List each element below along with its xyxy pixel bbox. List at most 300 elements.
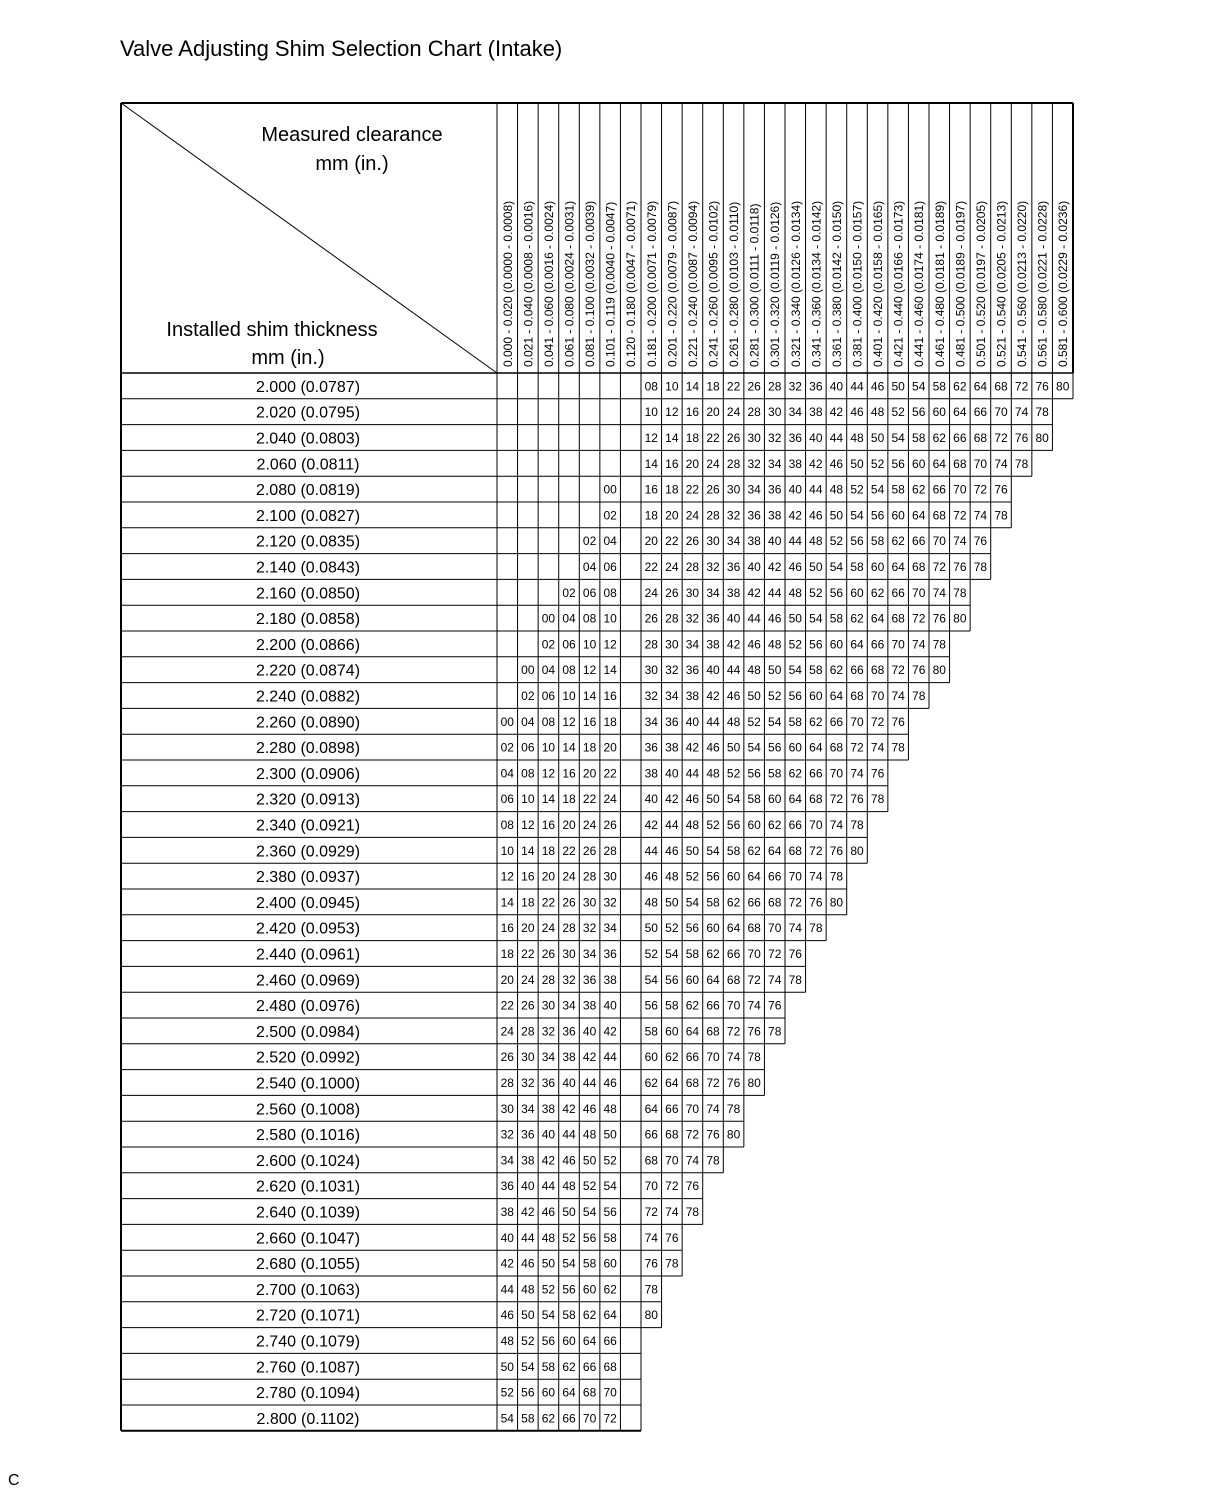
shim-number-cell: 78 <box>973 560 988 574</box>
row-label-shim-thickness: 2.220 (0.0874) <box>255 662 361 680</box>
shim-number-cell: 32 <box>603 895 617 910</box>
column-header-label: 0.381 - 0.400 (0.0150 - 0.0157) <box>850 200 865 367</box>
shim-number-cell: 44 <box>665 818 679 832</box>
shim-number-cell: 22 <box>665 534 679 549</box>
shim-number-cell: 46 <box>562 1153 576 1168</box>
shim-number-cell: 48 <box>726 714 741 729</box>
shim-number-cell: 52 <box>582 1179 597 1194</box>
shim-number-cell: 68 <box>768 895 782 910</box>
shim-number-cell: 62 <box>747 843 761 858</box>
shim-number-cell: 20 <box>644 534 658 549</box>
row-label-shim-thickness: 2.360 (0.0929) <box>255 843 361 861</box>
shim-number-cell: 76 <box>788 947 802 961</box>
shim-number-cell: 00 <box>603 482 617 497</box>
shim-number-cell: 16 <box>665 456 679 471</box>
shim-number-cell: 48 <box>665 869 679 884</box>
shim-number-cell: 46 <box>500 1308 514 1323</box>
shim-number-cell: 06 <box>541 689 556 703</box>
shim-number-cell: 28 <box>726 456 741 471</box>
shim-number-cell: 28 <box>644 637 658 652</box>
shim-number-cell: 26 <box>603 818 617 832</box>
shim-number-cell: 76 <box>747 1024 761 1039</box>
shim-number-cell: 46 <box>706 740 720 755</box>
shim-number-cell: 64 <box>912 508 926 523</box>
shim-number-cell: 44 <box>726 663 741 678</box>
shim-number-cell: 50 <box>685 843 700 858</box>
shim-number-cell: 52 <box>706 818 720 832</box>
shim-number-cell: 68 <box>850 689 864 703</box>
shim-number-cell: 34 <box>685 637 700 652</box>
shim-number-cell: 62 <box>665 1050 679 1065</box>
shim-number-cell: 52 <box>500 1385 514 1400</box>
shim-number-cell: 42 <box>603 1024 617 1039</box>
shim-number-cell: 36 <box>768 482 782 497</box>
shim-number-cell: 50 <box>726 740 741 755</box>
shim-number-cell: 70 <box>850 714 864 729</box>
shim-number-cell: 64 <box>685 1024 700 1039</box>
column-header-label: 0.101 - 0.119 (0.0040 - 0.0047) <box>603 201 618 367</box>
shim-number-cell: 30 <box>582 895 597 910</box>
shim-number-cell: 42 <box>706 689 720 703</box>
shim-number-cell: 62 <box>788 766 802 781</box>
shim-number-cell: 24 <box>706 456 720 471</box>
shim-number-cell: 14 <box>541 792 556 807</box>
shim-number-cell: 60 <box>891 508 905 523</box>
shim-number-cell: 76 <box>706 1127 720 1142</box>
shim-number-cell: 34 <box>521 1101 535 1116</box>
row-label-shim-thickness: 2.420 (0.0953) <box>255 920 361 938</box>
shim-number-cell: 74 <box>809 869 823 884</box>
shim-number-cell: 64 <box>726 921 741 936</box>
shim-number-cell: 30 <box>521 1050 535 1065</box>
shim-number-cell: 18 <box>521 895 535 910</box>
column-header-label: 0.281 - 0.300 (0.0111 - 0.0118) <box>747 203 762 367</box>
shim-number-cell: 32 <box>521 1076 535 1090</box>
shim-number-cell: 30 <box>747 431 761 445</box>
shim-number-cell: 54 <box>850 508 864 523</box>
shim-number-cell: 40 <box>603 998 617 1013</box>
shim-number-cell: 70 <box>891 637 905 652</box>
shim-number-cell: 66 <box>644 1127 658 1142</box>
shim-number-cell: 70 <box>973 456 988 471</box>
shim-number-cell: 58 <box>747 792 761 807</box>
shim-number-cell: 50 <box>706 792 720 807</box>
shim-number-cell: 34 <box>747 482 761 497</box>
row-label-shim-thickness: 2.460 (0.0969) <box>255 972 361 990</box>
shim-number-cell: 66 <box>726 947 741 961</box>
shim-number-cell: 60 <box>768 792 782 807</box>
shim-number-cell: 62 <box>809 714 823 729</box>
shim-number-cell: 12 <box>562 714 576 729</box>
shim-number-cell: 62 <box>603 1282 617 1297</box>
shim-number-cell: 76 <box>665 1230 679 1245</box>
shim-number-cell: 12 <box>582 663 597 678</box>
shim-number-cell: 50 <box>788 611 802 626</box>
shim-number-cell: 74 <box>726 1050 741 1065</box>
shim-number-cell: 40 <box>582 1024 597 1039</box>
shim-number-cell: 28 <box>706 508 720 523</box>
shim-number-cell: 28 <box>665 611 679 626</box>
shim-number-cell: 52 <box>747 714 761 729</box>
installed-shim-unit: mm (in.) <box>251 347 325 369</box>
shim-number-cell: 68 <box>665 1127 679 1142</box>
shim-number-cell: 42 <box>809 456 823 471</box>
row-label-shim-thickness: 2.240 (0.0882) <box>255 688 361 706</box>
column-header-label: 0.061 - 0.080 (0.0024 - 0.0031) <box>562 200 577 367</box>
shim-number-cell: 66 <box>768 869 782 884</box>
shim-number-cell: 56 <box>912 405 926 420</box>
shim-number-cell: 44 <box>747 611 761 626</box>
shim-number-cell: 22 <box>582 792 597 807</box>
shim-number-cell: 46 <box>685 792 700 807</box>
shim-number-cell: 36 <box>747 508 761 523</box>
shim-number-cell: 74 <box>891 689 905 703</box>
shim-number-cell: 10 <box>562 689 576 703</box>
shim-number-cell: 66 <box>747 895 761 910</box>
shim-number-cell: 80 <box>953 611 967 626</box>
shim-number-cell: 48 <box>747 663 761 678</box>
shim-number-cell: 68 <box>953 456 967 471</box>
shim-number-cell: 74 <box>973 508 988 523</box>
shim-number-cell: 38 <box>768 508 782 523</box>
shim-number-cell: 54 <box>685 895 700 910</box>
shim-number-cell: 58 <box>603 1230 617 1245</box>
shim-number-cell: 08 <box>562 663 576 678</box>
shim-number-cell: 70 <box>953 482 967 497</box>
column-header-label: 0.501 - 0.520 (0.0197 - 0.0205) <box>973 200 988 367</box>
shim-number-cell: 24 <box>644 585 658 600</box>
shim-number-cell: 76 <box>809 895 823 910</box>
shim-number-cell: 34 <box>603 921 617 936</box>
shim-number-cell: 24 <box>521 972 535 987</box>
shim-number-cell: 10 <box>500 843 514 858</box>
shim-number-cell: 40 <box>706 663 720 678</box>
shim-number-cell: 70 <box>726 998 741 1013</box>
shim-number-cell: 54 <box>562 1256 576 1271</box>
row-label-shim-thickness: 2.780 (0.1094) <box>255 1385 361 1403</box>
shim-number-cell: 54 <box>829 560 844 574</box>
shim-number-cell: 62 <box>953 379 967 394</box>
shim-number-cell: 18 <box>500 947 514 961</box>
shim-number-cell: 76 <box>726 1076 741 1090</box>
shim-number-cell: 28 <box>747 405 761 420</box>
shim-number-cell: 36 <box>726 560 741 574</box>
shim-number-cell: 54 <box>870 482 885 497</box>
shim-number-cell: 24 <box>685 508 700 523</box>
shim-number-cell: 52 <box>521 1334 535 1348</box>
shim-number-cell: 44 <box>829 431 844 445</box>
column-header-label: 0.521 - 0.540 (0.0205 - 0.0213) <box>994 200 1009 367</box>
shim-number-cell: 22 <box>562 843 576 858</box>
shim-number-cell: 66 <box>603 1334 617 1348</box>
shim-number-cell: 34 <box>768 456 782 471</box>
shim-number-cell: 52 <box>603 1153 617 1168</box>
shim-number-cell: 54 <box>912 379 926 394</box>
shim-number-cell: 78 <box>891 740 905 755</box>
shim-number-cell: 70 <box>685 1101 700 1116</box>
shim-number-cell: 20 <box>665 508 679 523</box>
shim-number-cell: 48 <box>582 1127 597 1142</box>
column-header-label: 0.461 - 0.480 (0.0181 - 0.0189) <box>932 200 947 367</box>
shim-number-cell: 54 <box>726 792 741 807</box>
shim-number-cell: 74 <box>850 766 864 781</box>
row-label-shim-thickness: 2.040 (0.0803) <box>255 430 361 448</box>
shim-number-cell: 32 <box>500 1127 514 1142</box>
shim-number-cell: 66 <box>829 714 844 729</box>
shim-number-cell: 74 <box>912 637 926 652</box>
measured-clearance-unit: mm (in.) <box>315 153 389 175</box>
shim-number-cell: 42 <box>726 637 741 652</box>
row-label-shim-thickness: 2.520 (0.0992) <box>255 1049 361 1067</box>
shim-number-cell: 60 <box>582 1282 597 1297</box>
shim-number-cell: 68 <box>644 1153 658 1168</box>
column-header-label: 0.241 - 0.260 (0.0095 - 0.0102) <box>706 200 721 367</box>
shim-number-cell: 72 <box>850 740 864 755</box>
shim-number-cell: 68 <box>870 663 885 678</box>
shim-number-cell: 74 <box>953 534 967 549</box>
shim-number-cell: 70 <box>665 1153 679 1168</box>
shim-number-cell: 36 <box>706 611 720 626</box>
shim-number-cell: 58 <box>850 560 864 574</box>
shim-number-cell: 78 <box>829 869 844 884</box>
shim-number-cell: 50 <box>500 1359 514 1374</box>
shim-number-cell: 52 <box>562 1230 576 1245</box>
row-label-shim-thickness: 2.600 (0.1024) <box>255 1152 361 1170</box>
shim-number-cell: 76 <box>994 482 1008 497</box>
shim-number-cell: 38 <box>644 766 658 781</box>
shim-number-cell: 56 <box>870 508 885 523</box>
shim-number-cell: 74 <box>829 818 844 832</box>
column-header-label: 0.201 - 0.220 (0.0079 - 0.0087) <box>665 200 680 367</box>
shim-number-cell: 50 <box>582 1153 597 1168</box>
row-label-shim-thickness: 2.620 (0.1031) <box>255 1178 361 1196</box>
shim-number-cell: 20 <box>500 972 514 987</box>
shim-number-cell: 56 <box>747 766 761 781</box>
column-header-label: 0.321 - 0.340 (0.0126 - 0.0134) <box>788 200 803 367</box>
shim-number-cell: 60 <box>706 921 720 936</box>
shim-number-cell: 06 <box>500 792 514 807</box>
shim-number-cell: 76 <box>850 792 864 807</box>
shim-number-cell: 26 <box>582 843 597 858</box>
shim-number-cell: 54 <box>706 843 720 858</box>
shim-number-cell: 56 <box>891 456 905 471</box>
row-label-shim-thickness: 2.100 (0.0827) <box>255 507 361 525</box>
shim-number-cell: 42 <box>685 740 700 755</box>
shim-number-cell: 26 <box>500 1050 514 1065</box>
shim-number-cell: 78 <box>665 1256 679 1271</box>
shim-number-cell: 78 <box>953 585 967 600</box>
shim-number-cell: 70 <box>768 921 782 936</box>
shim-number-cell: 64 <box>706 972 720 987</box>
shim-number-cell: 64 <box>644 1101 658 1116</box>
shim-number-cell: 74 <box>747 998 761 1013</box>
column-header-label: 0.561 - 0.580 (0.0221 - 0.0228) <box>1035 200 1050 367</box>
shim-number-cell: 72 <box>747 972 761 987</box>
shim-number-cell: 42 <box>582 1050 597 1065</box>
shim-number-cell: 22 <box>541 895 556 910</box>
column-header-label: 0.041 - 0.060 (0.0016 - 0.0024) <box>541 200 556 367</box>
shim-number-cell: 46 <box>665 843 679 858</box>
shim-number-cell: 40 <box>809 431 823 445</box>
shim-number-cell: 66 <box>891 585 905 600</box>
shim-number-cell: 44 <box>521 1230 535 1245</box>
shim-number-cell: 28 <box>500 1076 514 1090</box>
shim-number-cell: 48 <box>603 1101 617 1116</box>
row-label-shim-thickness: 2.660 (0.1047) <box>255 1230 361 1248</box>
shim-number-cell: 56 <box>726 818 741 832</box>
shim-number-cell: 72 <box>891 663 905 678</box>
shim-number-cell: 72 <box>665 1179 679 1194</box>
shim-number-cell: 30 <box>685 585 700 600</box>
row-label-shim-thickness: 2.400 (0.0945) <box>255 894 361 912</box>
shim-number-cell: 60 <box>932 405 946 420</box>
shim-number-cell: 56 <box>665 972 679 987</box>
shim-number-cell: 62 <box>891 534 905 549</box>
shim-number-cell: 66 <box>665 1101 679 1116</box>
shim-number-cell: 46 <box>768 611 782 626</box>
shim-number-cell: 62 <box>582 1308 597 1323</box>
shim-number-cell: 04 <box>500 766 514 781</box>
shim-number-cell: 52 <box>665 921 679 936</box>
shim-number-cell: 36 <box>500 1179 514 1194</box>
shim-number-cell: 40 <box>644 792 658 807</box>
shim-number-cell: 46 <box>541 1205 556 1219</box>
shim-number-cell: 70 <box>912 585 926 600</box>
shim-number-cell: 44 <box>685 766 700 781</box>
shim-number-cell: 14 <box>562 740 576 755</box>
shim-number-cell: 08 <box>582 611 597 626</box>
shim-number-cell: 18 <box>562 792 576 807</box>
shim-number-cell: 42 <box>747 585 761 600</box>
shim-number-cell: 72 <box>603 1411 617 1426</box>
shim-number-cell: 58 <box>870 534 885 549</box>
shim-number-cell: 78 <box>685 1205 700 1219</box>
shim-number-cell: 54 <box>768 714 782 729</box>
column-header-label: 0.421 - 0.440 (0.0166 - 0.0173) <box>891 200 906 367</box>
shim-number-cell: 24 <box>665 560 679 574</box>
shim-number-cell: 46 <box>829 456 844 471</box>
shim-number-cell: 28 <box>562 921 576 936</box>
shim-number-cell: 38 <box>726 585 741 600</box>
shim-number-cell: 60 <box>685 972 700 987</box>
shim-number-cell: 42 <box>521 1205 535 1219</box>
shim-number-cell: 56 <box>521 1385 535 1400</box>
shim-number-cell: 42 <box>541 1153 556 1168</box>
shim-number-cell: 50 <box>829 508 844 523</box>
shim-number-cell: 40 <box>726 611 741 626</box>
shim-number-cell: 18 <box>665 482 679 497</box>
shim-number-cell: 54 <box>788 663 802 678</box>
shim-number-cell: 72 <box>644 1205 658 1219</box>
row-label-shim-thickness: 2.700 (0.1063) <box>255 1281 361 1299</box>
shim-number-cell: 36 <box>582 972 597 987</box>
shim-number-cell: 44 <box>850 379 864 394</box>
row-label-shim-thickness: 2.140 (0.0843) <box>255 559 361 577</box>
shim-number-cell: 12 <box>603 637 617 652</box>
shim-number-cell: 12 <box>541 766 556 781</box>
shim-number-cell: 66 <box>932 482 946 497</box>
row-label-shim-thickness: 2.120 (0.0835) <box>255 533 361 551</box>
shim-number-cell: 38 <box>706 637 720 652</box>
row-labels <box>256 379 360 1428</box>
shim-number-cell: 78 <box>1035 405 1049 420</box>
shim-number-cell: 10 <box>603 611 617 626</box>
row-label-shim-thickness: 2.340 (0.0921) <box>255 817 361 835</box>
shim-number-cell: 04 <box>562 611 576 626</box>
shim-number-cell: 40 <box>685 714 700 729</box>
column-header-label: 0.120 - 0.180 (0.0047 - 0.0071) <box>624 200 639 367</box>
shim-number-cell: 50 <box>891 379 905 394</box>
row-label-shim-thickness: 2.500 (0.0984) <box>255 1023 361 1041</box>
shim-number-cell: 10 <box>521 792 535 807</box>
shim-number-cell: 36 <box>562 1024 576 1039</box>
shim-number-cell: 52 <box>726 766 741 781</box>
shim-number-cell: 74 <box>685 1153 700 1168</box>
shim-number-cell: 32 <box>706 560 720 574</box>
shim-number-cell: 24 <box>582 818 597 832</box>
shim-number-cell: 68 <box>603 1359 617 1374</box>
shim-number-cell: 40 <box>562 1076 576 1090</box>
shim-number-cell: 70 <box>706 1050 720 1065</box>
shim-number-cell: 58 <box>788 714 802 729</box>
shim-number-cell: 46 <box>603 1076 617 1090</box>
column-header-label: 0.341 - 0.360 (0.0134 - 0.0142) <box>809 200 824 367</box>
shim-number-cell: 44 <box>788 534 802 549</box>
shim-number-cell: 70 <box>870 689 885 703</box>
shim-number-cell: 64 <box>768 843 782 858</box>
shim-number-cell: 06 <box>603 560 617 574</box>
shim-number-cell: 18 <box>685 431 700 445</box>
shim-number-cell: 30 <box>726 482 741 497</box>
shim-number-cell: 26 <box>747 379 761 394</box>
shim-number-cell: 78 <box>788 972 802 987</box>
shim-number-cell: 32 <box>665 663 679 678</box>
shim-number-cell: 78 <box>870 792 885 807</box>
shim-number-cell: 54 <box>644 972 658 987</box>
shim-number-cell: 64 <box>603 1308 617 1323</box>
shim-number-cell: 20 <box>706 405 720 420</box>
shim-number-cell: 40 <box>665 766 679 781</box>
shim-number-cell: 58 <box>644 1024 658 1039</box>
shim-number-cell: 30 <box>768 405 782 420</box>
shim-number-cell: 02 <box>562 585 576 600</box>
shim-number-cell: 52 <box>850 482 864 497</box>
shim-number-cell: 04 <box>541 663 556 678</box>
shim-number-cell: 02 <box>500 740 514 755</box>
shim-number-cell: 26 <box>562 895 576 910</box>
shim-number-cell: 60 <box>726 869 741 884</box>
corner-header <box>121 103 497 373</box>
shim-number-cell: 22 <box>521 947 535 961</box>
shim-number-cell: 56 <box>582 1230 597 1245</box>
row-label-shim-thickness: 2.760 (0.1087) <box>255 1359 361 1377</box>
shim-number-cell: 42 <box>768 560 782 574</box>
shim-number-cell: 20 <box>562 818 576 832</box>
shim-number-cell: 00 <box>541 611 556 626</box>
shim-number-cell: 60 <box>809 689 823 703</box>
shim-number-cell: 66 <box>562 1411 576 1426</box>
shim-number-cell: 16 <box>500 921 514 936</box>
row-label-shim-thickness: 2.320 (0.0913) <box>255 791 361 809</box>
shim-number-cell: 60 <box>788 740 802 755</box>
shim-number-cell: 68 <box>685 1076 700 1090</box>
shim-number-cell: 78 <box>706 1153 720 1168</box>
shim-number-cell: 38 <box>582 998 597 1013</box>
shim-number-cell: 80 <box>747 1076 761 1090</box>
shim-number-cell: 20 <box>541 869 556 884</box>
shim-number-cell: 40 <box>541 1127 556 1142</box>
shim-number-cell: 60 <box>603 1256 617 1271</box>
